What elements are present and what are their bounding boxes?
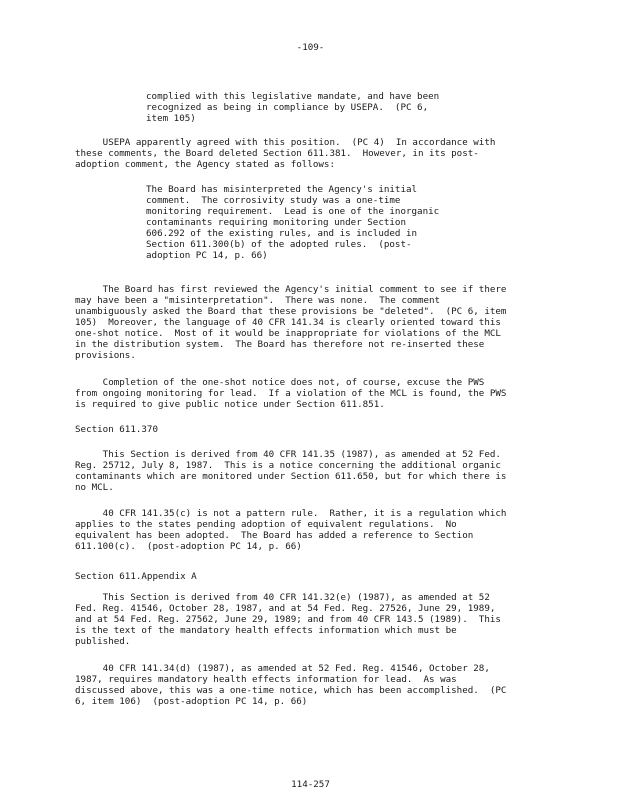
paragraph-line: This Section is derived from 40 CFR 141.35 (1987), as amended at 52 Fed. (75, 449, 501, 460)
paragraph-line: applies to the states pending adoption of equivalent regulations. No (75, 519, 457, 530)
quote-line: recognized as being in compliance by USEPA. (PC 6, (146, 102, 429, 113)
paragraph-line: unambiguously asked the Board that these provisions be "deleted". (PC 6, item (75, 306, 507, 317)
paragraph-line: equivalent has been adopted. The Board has added a reference to Section (75, 530, 474, 541)
quote-line: 606.292 of the existing rules, and is included in (146, 228, 418, 239)
paragraph-line: may have been a "misinterpretation". There was none. The comment (75, 295, 441, 306)
paragraph-line: in the distribution system. The Board has therefore not re-inserted these (75, 339, 485, 350)
page-number-header: -109- (296, 42, 325, 53)
section-heading: Section 611.Appendix A (75, 571, 197, 582)
paragraph-line: The Board has first reviewed the Agency's initial comment to see if there (75, 284, 507, 295)
quote-line: adoption PC 14, p. 66) (146, 250, 268, 261)
paragraph-line: 1987, requires mandatory health effects information for lead. As was (75, 674, 457, 685)
quote-line: The Board has misinterpreted the Agency's initial (146, 184, 418, 195)
paragraph-line: from ongoing monitoring for lead. If a violation of the MCL is found, the PWS (75, 388, 507, 399)
paragraph-line: and at 54 Fed. Reg. 27562, June 29, 1989; and from 40 CFR 143.5 (1989). This (75, 614, 501, 625)
section-heading: Section 611.370 (75, 424, 158, 435)
paragraph-line: 611.100(c). (post-adoption PC 14, p. 66) (75, 541, 302, 552)
quote-line: complied with this legislative mandate, and have been (146, 91, 440, 102)
paragraph-line: contaminants which are monitored under Section 611.650, but for which there is (75, 471, 507, 482)
paragraph-line: 40 CFR 141.35(c) is not a pattern rule. Rather, it is a regulation which (75, 508, 507, 519)
page-id-footer: 114-257 (291, 779, 330, 790)
paragraph-line: adoption comment, the Agency stated as follows: (75, 159, 335, 170)
paragraph-line: is the text of the mandatory health effects information which must be (75, 625, 457, 636)
paragraph-line: published. (75, 636, 131, 647)
paragraph-line: 105) Moreover, the language of 40 CFR 141.34 is clearly oriented toward this (75, 317, 501, 328)
paragraph-line: This Section is derived from 40 CFR 141.32(e) (1987), as amended at 52 (75, 592, 490, 603)
paragraph-line: 40 CFR 141.34(d) (1987), as amended at 52 Fed. Reg. 41546, October 28, (75, 663, 490, 674)
quote-line: item 105) (146, 113, 196, 124)
paragraph-line: Completion of the one-shot notice does not, of course, excuse the PWS (75, 377, 485, 388)
paragraph-line: provisions. (75, 350, 136, 361)
paragraph-line: Reg. 25712, July 8, 1987. This is a notice concerning the additional organic (75, 460, 501, 471)
paragraph-line: discussed above, this was a one-time notice, which has been accomplished. (PC (75, 685, 507, 696)
paragraph-line: these comments, the Board deleted Section 611.381. However, in its post- (75, 148, 479, 159)
paragraph-line: is required to give public notice under Section 611.851. (75, 399, 385, 410)
quote-line: Section 611.300(b) of the adopted rules. (post- (146, 239, 412, 250)
quote-line: monitoring requirement. Lead is one of the inorganic (146, 206, 440, 217)
paragraph-line: 6, item 106) (post-adoption PC 14, p. 66) (75, 696, 308, 707)
paragraph-line: no MCL. (75, 482, 114, 493)
paragraph-line: one-shot notice. Most of it would be inappropriate for violations of the MCL (75, 328, 501, 339)
paragraph-line: Fed. Reg. 41546, October 28, 1987, and at 54 Fed. Reg. 27526, June 29, 1989, (75, 603, 496, 614)
quote-line: comment. The corrosivity study was a one-time (146, 195, 401, 206)
quote-line: contaminants requiring monitoring under Section (146, 217, 406, 228)
paragraph-line: USEPA apparently agreed with this position. (PC 4) In accordance with (75, 137, 496, 148)
